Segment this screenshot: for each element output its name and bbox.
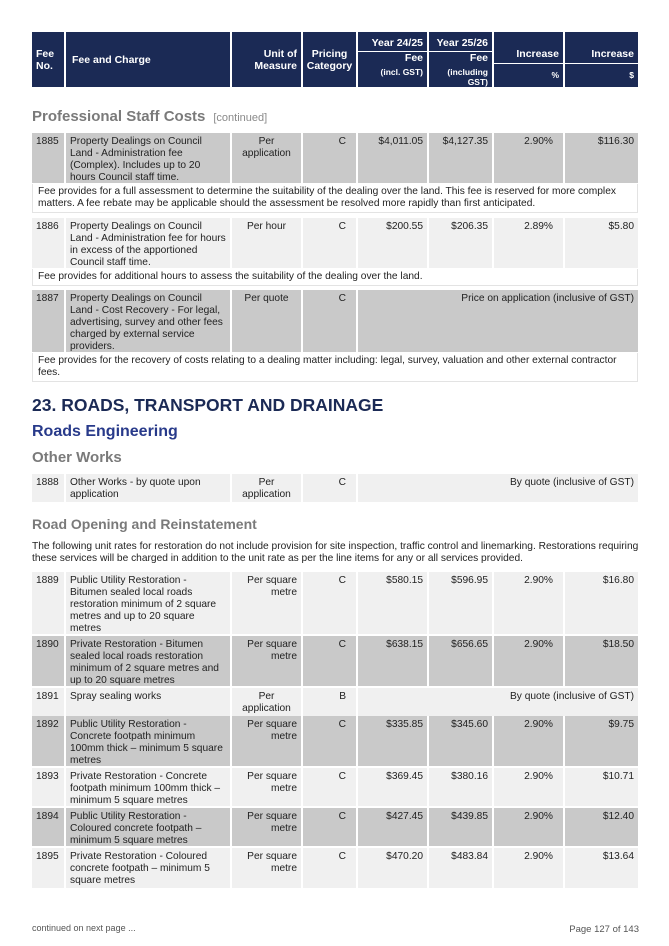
pricing-category: C — [303, 848, 358, 888]
fee-description: Public Utility Restoration - Coloured concrete footpath – minimum 5 square metres — [66, 808, 232, 846]
fee-2425: $470.20 — [358, 848, 429, 888]
fee-description: Other Works - by quote upon application — [66, 474, 232, 502]
fee-2425: $335.85 — [358, 716, 429, 766]
table-row — [32, 636, 638, 686]
fee-description: Spray sealing works — [66, 688, 232, 716]
pricing-category: C — [303, 218, 358, 268]
header-unit-of-measure: Unit of Measure — [232, 32, 303, 87]
fee-no: 1889 — [32, 572, 66, 634]
pricing-category: C — [303, 636, 358, 686]
pricing-category: C — [303, 133, 358, 183]
table-row — [32, 808, 638, 846]
header-increase-pct-label: Increase — [494, 48, 563, 64]
increase-pct: 2.90% — [494, 133, 565, 183]
unit-of-measure: Per square metre — [232, 572, 303, 634]
price-on-application: Price on application (inclusive of GST) — [358, 290, 638, 352]
fee-2425: $369.45 — [358, 768, 429, 806]
pricing-category: C — [303, 716, 358, 766]
fee-no: 1887 — [32, 290, 66, 352]
fee-2425: $580.15 — [358, 572, 429, 634]
fee-2526: $656.65 — [429, 636, 494, 686]
increase-dollar: $13.64 — [565, 848, 638, 888]
fee-no: 1888 — [32, 474, 66, 502]
section-roads-transport-drainage: 23. ROADS, TRANSPORT AND DRAINAGE — [32, 395, 384, 415]
header-year-2425-label: Year 24/25 — [358, 37, 427, 52]
fee-description: Public Utility Restoration - Bitumen sealed local roads restoration minimum of 2 square metres and up to 20 square metres — [66, 572, 232, 634]
header-year-2526-fee: Fee — [469, 52, 488, 64]
pricing-category: C — [303, 474, 358, 502]
fee-no: 1890 — [32, 636, 66, 686]
section-road-opening: Road Opening and Reinstatement — [32, 516, 257, 532]
fee-no: 1894 — [32, 808, 66, 846]
unit-of-measure: Per application — [232, 133, 303, 183]
fee-no: 1886 — [32, 218, 66, 268]
increase-pct: 2.90% — [494, 636, 565, 686]
increase-pct: 2.90% — [494, 808, 565, 846]
header-fee-and-charge: Fee and Charge — [66, 32, 232, 87]
increase-pct: 2.90% — [494, 848, 565, 888]
header-year-2526-sub: (including GST) — [447, 67, 488, 87]
unit-of-measure: Per square metre — [232, 848, 303, 888]
header-increase-pct-unit: % — [551, 70, 559, 80]
fee-description: Public Utility Restoration - Concrete footpath minimum 100mm thick – minimum 5 square metres — [66, 716, 232, 766]
increase-pct: 2.89% — [494, 218, 565, 268]
section-other-works: Other Works — [32, 449, 122, 466]
pricing-category: C — [303, 808, 358, 846]
increase-dollar: $18.50 — [565, 636, 638, 686]
fee-note: Fee provides for additional hours to assess the suitability of the dealing over the land. — [32, 269, 638, 286]
fee-no: 1891 — [32, 688, 66, 716]
fee-description: Private Restoration - Bitumen sealed local roads restoration minimum of 2 square metres and up to 20 square metres — [66, 636, 232, 686]
table-header — [32, 32, 638, 87]
fee-description: Property Dealings on Council Land - Administration fee for hours in excess of the apportioned Council staff time. — [66, 218, 232, 268]
fee-2526: $483.84 — [429, 848, 494, 888]
section-title: Professional Staff Costs — [32, 108, 206, 125]
table-row — [32, 848, 638, 888]
fee-description: Property Dealings on Council Land - Cost Recovery - For legal, advertising, survey and other fees charged by external service providers. — [66, 290, 232, 352]
section-roads-engineering: Roads Engineering — [32, 423, 178, 440]
table-row — [32, 474, 638, 502]
fee-note: Fee provides for a full assessment to determine the suitability of the dealing over the land. This fee is reserved for more complex matters. A fee rebate may be applicable should the assessment be resolved more rapidly than first anticipated. — [32, 184, 638, 213]
fee-description: Private Restoration - Coloured concrete footpath – minimum 5 square metres — [66, 848, 232, 888]
fee-description: Private Restoration - Concrete footpath minimum 100mm thick – minimum 5 square metres — [66, 768, 232, 806]
header-fee-no: Fee No. — [32, 32, 66, 87]
increase-dollar: $10.71 — [565, 768, 638, 806]
unit-of-measure: Per square metre — [232, 808, 303, 846]
unit-of-measure: Per application — [232, 474, 303, 502]
table-row — [32, 716, 638, 766]
fee-no: 1893 — [32, 768, 66, 806]
fee-2526: $345.60 — [429, 716, 494, 766]
fee-note: Fee provides for the recovery of costs relating to a dealing matter including: legal, survey, valuation and other external contractor fees. — [32, 353, 638, 382]
page-number: Page 127 of 143 — [569, 924, 639, 935]
increase-pct: 2.90% — [494, 572, 565, 634]
increase-dollar: $12.40 — [565, 808, 638, 846]
header-year-2425-fee: Fee — [404, 52, 423, 64]
header-year-2425-sub: (incl. GST) — [380, 67, 423, 77]
pricing-category: C — [303, 572, 358, 634]
table-row — [32, 688, 638, 716]
header-increase-dollar — [565, 32, 638, 87]
unit-of-measure: Per square metre — [232, 636, 303, 686]
table-row — [32, 290, 638, 352]
header-year-2526 — [429, 32, 494, 87]
pricing-category: C — [303, 768, 358, 806]
unit-of-measure: Per square metre — [232, 768, 303, 806]
fee-description: Property Dealings on Council Land - Administration fee (Complex). Includes up to 20 hours Council staff time. — [66, 133, 232, 183]
header-increase-pct — [494, 32, 565, 87]
table-row — [32, 218, 638, 268]
by-quote: By quote (inclusive of GST) — [358, 474, 638, 502]
increase-pct: 2.90% — [494, 768, 565, 806]
fee-no: 1895 — [32, 848, 66, 888]
road-opening-intro: The following unit rates for restoration do not include provision for site inspection, traffic control and linemarking. Restorations requiring these services will be charged in addition to the unit rate as per the line items for any or all services provided. — [32, 541, 639, 564]
pricing-category: B — [303, 688, 358, 716]
by-quote: By quote (inclusive of GST) — [358, 688, 638, 716]
increase-dollar: $116.30 — [565, 133, 638, 183]
unit-of-measure: Per square metre — [232, 716, 303, 766]
fee-2526: $439.85 — [429, 808, 494, 846]
fee-2526: $380.16 — [429, 768, 494, 806]
table-row — [32, 768, 638, 806]
continued-label: [continued] — [213, 112, 268, 124]
fee-2425: $427.45 — [358, 808, 429, 846]
header-increase-dollar-unit: $ — [629, 70, 634, 80]
unit-of-measure: Per quote — [232, 290, 303, 352]
header-pricing-category: Pricing Category — [303, 32, 358, 87]
header-increase-dollar-label: Increase — [565, 48, 638, 64]
fee-2425: $200.55 — [358, 218, 429, 268]
fee-2425: $638.15 — [358, 636, 429, 686]
table-row — [32, 572, 638, 634]
section-professional-staff-costs — [32, 108, 267, 125]
unit-of-measure: Per hour — [232, 218, 303, 268]
fee-2526: $4,127.35 — [429, 133, 494, 183]
header-year-2526-label: Year 25/26 — [429, 37, 492, 52]
increase-pct: 2.90% — [494, 716, 565, 766]
increase-dollar: $16.80 — [565, 572, 638, 634]
unit-of-measure: Per application — [232, 688, 303, 716]
increase-dollar: $5.80 — [565, 218, 638, 268]
pricing-category: C — [303, 290, 358, 352]
header-year-2425 — [358, 32, 429, 87]
table-row — [32, 133, 638, 183]
fee-2526: $596.95 — [429, 572, 494, 634]
increase-dollar: $9.75 — [565, 716, 638, 766]
fee-no: 1885 — [32, 133, 66, 183]
continued-on-next-page: continued on next page ... — [32, 923, 136, 933]
fee-2526: $206.35 — [429, 218, 494, 268]
fee-no: 1892 — [32, 716, 66, 766]
fee-2425: $4,011.05 — [358, 133, 429, 183]
